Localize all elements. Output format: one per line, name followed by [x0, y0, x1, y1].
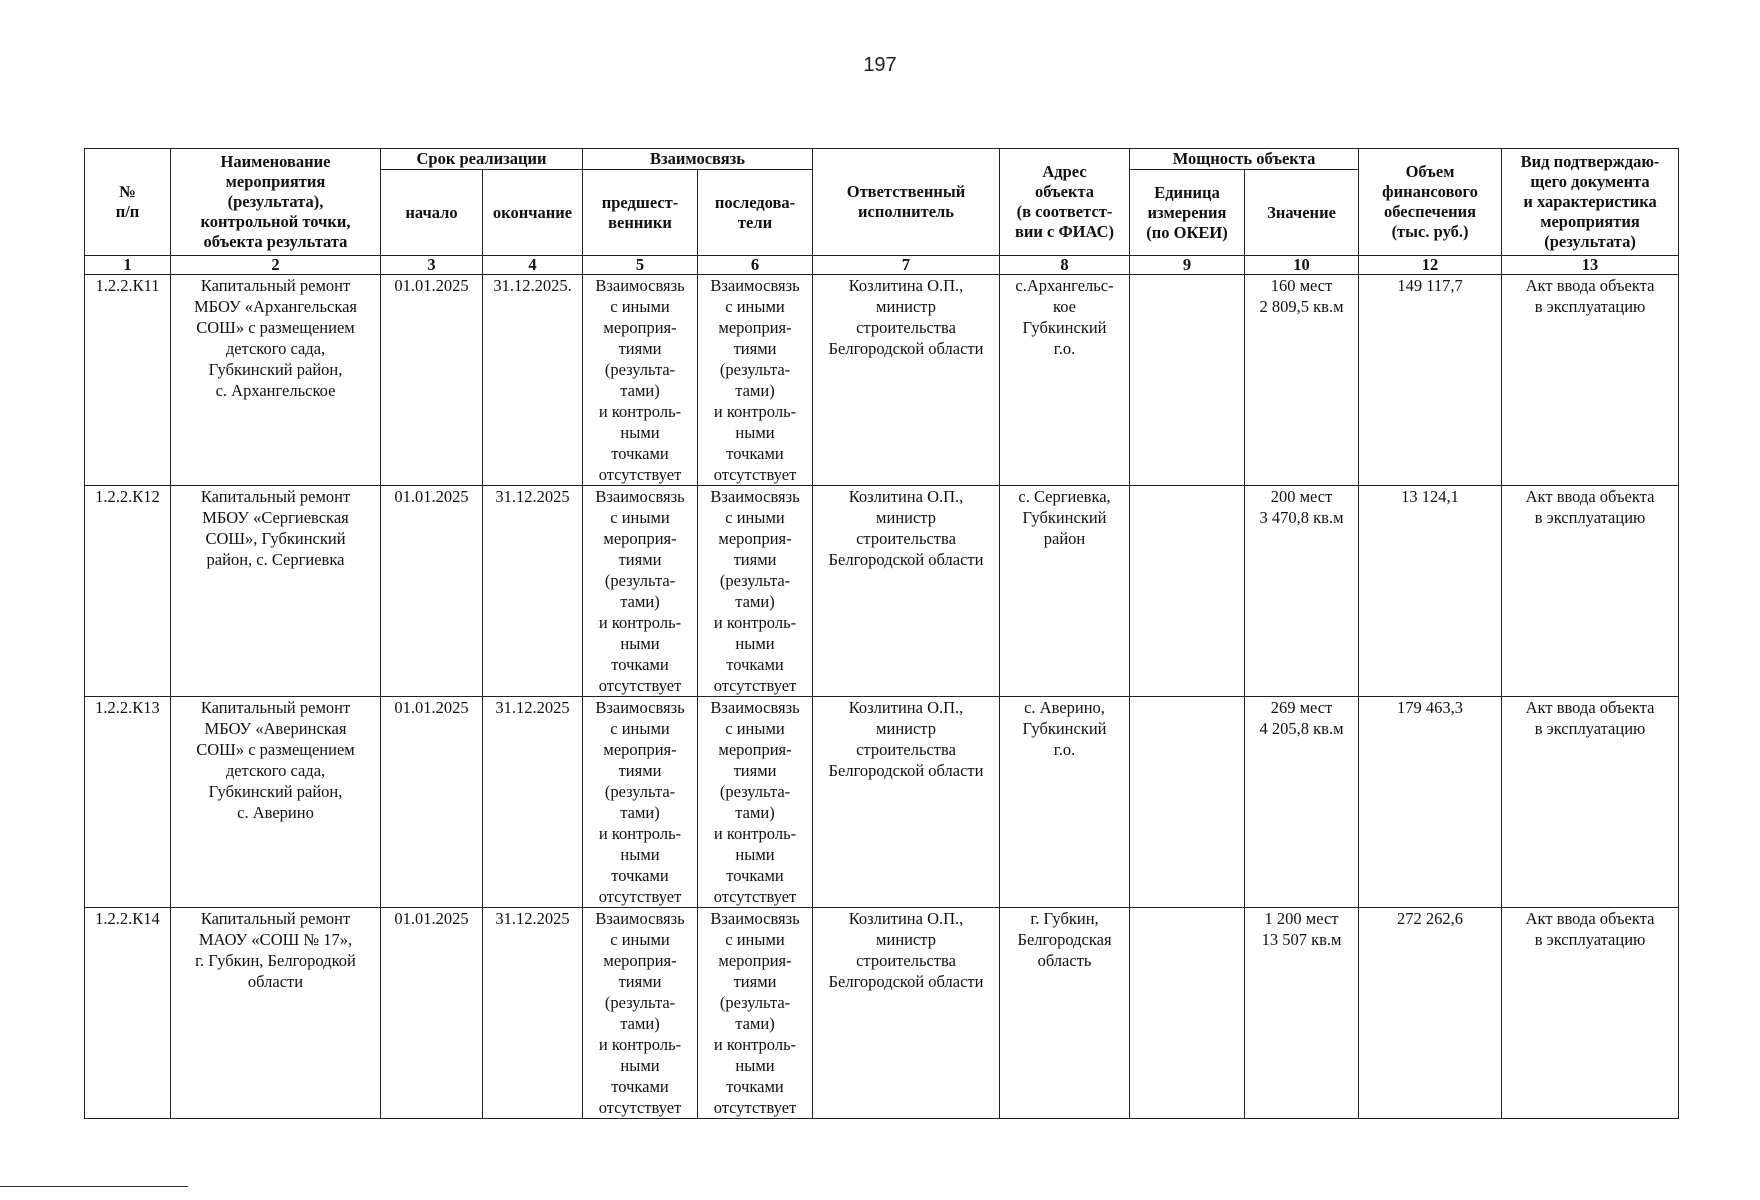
row-number: 1.2.2.К14	[85, 908, 171, 1119]
row-value: 160 мест 2 809,5 кв.м	[1245, 275, 1359, 486]
header-responsible: Ответственный исполнитель	[813, 149, 1000, 256]
row-address: с. Сергиевка, Губкинский район	[1000, 486, 1130, 697]
row-address: с.Архангельс- кое Губкинский г.о.	[1000, 275, 1130, 486]
header-predecessors: предшест- венники	[583, 170, 698, 256]
row-unit	[1130, 486, 1245, 697]
header-link-group: Взаимосвязь	[583, 149, 813, 170]
row-end-date: 31.12.2025	[483, 908, 583, 1119]
header-capacity-group: Мощность объекта	[1130, 149, 1359, 170]
header-term-group: Срок реализации	[381, 149, 583, 170]
table-row	[85, 275, 1679, 486]
column-number: 4	[483, 256, 583, 275]
row-finance: 179 463,3	[1359, 697, 1502, 908]
row-address: г. Губкин, Белгородская область	[1000, 908, 1130, 1119]
row-name: Капитальный ремонт МБОУ «Сергиевская СОШ», Губкинский район, с. Сергиевка	[171, 486, 381, 697]
header-start: начало	[381, 170, 483, 256]
row-name: Капитальный ремонт МБОУ «Аверинская СОШ» с размещением детского сада, Губкинский район, с. Аверино	[171, 697, 381, 908]
footer-divider	[0, 1186, 188, 1187]
header-unit: Единица измерения (по ОКЕИ)	[1130, 170, 1245, 256]
column-number: 12	[1359, 256, 1502, 275]
row-predecessors: Взаимосвязь с иными мероприя- тиями (результа- тами) и контроль- ными точками отсутствует	[583, 486, 698, 697]
column-number: 7	[813, 256, 1000, 275]
row-unit	[1130, 697, 1245, 908]
table-row	[85, 908, 1679, 1119]
row-finance: 272 262,6	[1359, 908, 1502, 1119]
row-responsible: Козлитина О.П., министр строительства Белгородской области	[813, 697, 1000, 908]
row-successors: Взаимосвязь с иными мероприя- тиями (результа- тами) и контроль- ными точками отсутствует	[698, 908, 813, 1119]
row-end-date: 31.12.2025	[483, 486, 583, 697]
header-end: окончание	[483, 170, 583, 256]
row-responsible: Козлитина О.П., министр строительства Белгородской области	[813, 275, 1000, 486]
row-number: 1.2.2.К11	[85, 275, 171, 486]
column-number: 2	[171, 256, 381, 275]
row-document: Акт ввода объекта в эксплуатацию	[1502, 486, 1679, 697]
row-successors: Взаимосвязь с иными мероприя- тиями (результа- тами) и контроль- ными точками отсутствует	[698, 486, 813, 697]
row-finance: 13 124,1	[1359, 486, 1502, 697]
column-number: 1	[85, 256, 171, 275]
column-number: 6	[698, 256, 813, 275]
row-responsible: Козлитина О.П., министр строительства Белгородской области	[813, 486, 1000, 697]
column-number: 3	[381, 256, 483, 275]
column-number: 9	[1130, 256, 1245, 275]
row-name: Капитальный ремонт МБОУ «Архангельская СОШ» с размещением детского сада, Губкинский район, с. Архангельское	[171, 275, 381, 486]
header-successors: последова- тели	[698, 170, 813, 256]
column-number: 8	[1000, 256, 1130, 275]
header-value: Значение	[1245, 170, 1359, 256]
column-number: 10	[1245, 256, 1359, 275]
header-number: № п/п	[85, 149, 171, 256]
row-document: Акт ввода объекта в эксплуатацию	[1502, 275, 1679, 486]
row-successors: Взаимосвязь с иными мероприя- тиями (результа- тами) и контроль- ными точками отсутствует	[698, 697, 813, 908]
row-start-date: 01.01.2025	[381, 908, 483, 1119]
row-start-date: 01.01.2025	[381, 275, 483, 486]
table-row	[85, 486, 1679, 697]
row-predecessors: Взаимосвязь с иными мероприя- тиями (результа- тами) и контроль- ными точками отсутствует	[583, 275, 698, 486]
row-value: 269 мест 4 205,8 кв.м	[1245, 697, 1359, 908]
header-address: Адрес объекта (в соответст- вии с ФИАС)	[1000, 149, 1130, 256]
measures-table	[84, 148, 1679, 1119]
header-finance: Объем финансового обеспечения (тыс. руб.)	[1359, 149, 1502, 256]
row-document: Акт ввода объекта в эксплуатацию	[1502, 697, 1679, 908]
row-unit	[1130, 275, 1245, 486]
table-row	[85, 697, 1679, 908]
row-finance: 149 117,7	[1359, 275, 1502, 486]
row-start-date: 01.01.2025	[381, 486, 483, 697]
row-document: Акт ввода объекта в эксплуатацию	[1502, 908, 1679, 1119]
row-number: 1.2.2.К12	[85, 486, 171, 697]
row-predecessors: Взаимосвязь с иными мероприя- тиями (результа- тами) и контроль- ными точками отсутствует	[583, 908, 698, 1119]
row-number: 1.2.2.К13	[85, 697, 171, 908]
column-number: 5	[583, 256, 698, 275]
row-start-date: 01.01.2025	[381, 697, 483, 908]
row-unit	[1130, 908, 1245, 1119]
header-document: Вид подтверждаю- щего документа и характеристика мероприятия (результата)	[1502, 149, 1679, 256]
column-number: 13	[1502, 256, 1679, 275]
row-value: 200 мест 3 470,8 кв.м	[1245, 486, 1359, 697]
column-numbers-row	[85, 256, 1679, 275]
row-name: Капитальный ремонт МАОУ «СОШ № 17», г. Губкин, Белгородкой области	[171, 908, 381, 1119]
row-value: 1 200 мест 13 507 кв.м	[1245, 908, 1359, 1119]
row-end-date: 31.12.2025	[483, 697, 583, 908]
row-responsible: Козлитина О.П., министр строительства Белгородской области	[813, 908, 1000, 1119]
header-name: Наименование мероприятия (результата), контрольной точки, объекта результата	[171, 149, 381, 256]
row-end-date: 31.12.2025.	[483, 275, 583, 486]
row-predecessors: Взаимосвязь с иными мероприя- тиями (результа- тами) и контроль- ными точками отсутствует	[583, 697, 698, 908]
page-number: 197	[863, 54, 897, 76]
row-successors: Взаимосвязь с иными мероприя- тиями (результа- тами) и контроль- ными точками отсутствует	[698, 275, 813, 486]
row-address: с. Аверино, Губкинский г.о.	[1000, 697, 1130, 908]
